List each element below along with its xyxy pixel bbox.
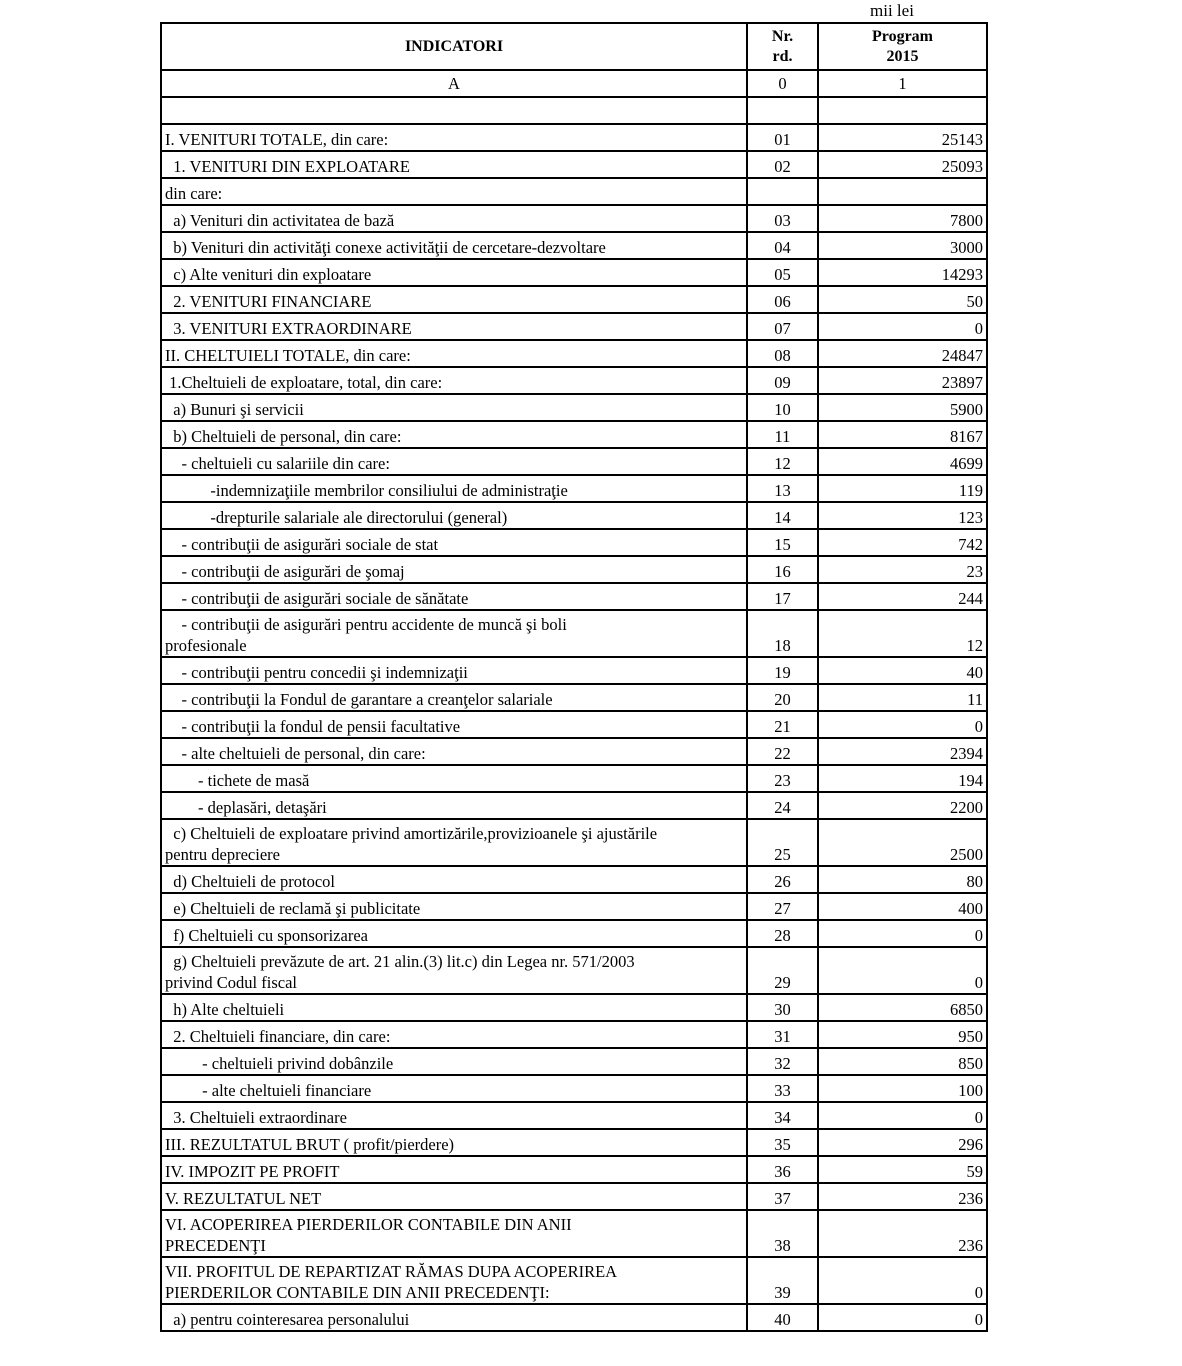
program-value-cell: 0 (818, 1102, 987, 1129)
table-row (161, 657, 987, 684)
row-number-cell: 25 (747, 819, 818, 866)
indicator-cell: - cheltuieli cu salariile din care: (161, 448, 747, 475)
table-row (161, 765, 987, 792)
row-number-cell: 06 (747, 286, 818, 313)
program-value-cell: 0 (818, 1257, 987, 1304)
header-program-line1: Program (871, 27, 933, 45)
program-value-cell: 40 (818, 657, 987, 684)
row-number-cell: 18 (747, 610, 818, 657)
table-row (161, 448, 987, 475)
program-value-cell: 24847 (818, 340, 987, 367)
table-row (161, 1304, 987, 1331)
row-number-cell: 33 (747, 1075, 818, 1102)
indicator-cell: - tichete de masă (161, 765, 747, 792)
blank-cell (818, 97, 987, 124)
row-number-cell: 27 (747, 893, 818, 920)
header-indicatori: INDICATORI (161, 23, 747, 70)
row-number-cell: 21 (747, 711, 818, 738)
program-value-cell: 59 (818, 1156, 987, 1183)
row-number-cell (747, 178, 818, 205)
program-value-cell: 123 (818, 502, 987, 529)
table-row (161, 421, 987, 448)
table-row (161, 684, 987, 711)
row-number-cell: 04 (747, 232, 818, 259)
row-number-cell: 23 (747, 765, 818, 792)
program-value-cell: 6850 (818, 994, 987, 1021)
indicator-cell: - deplasări, detaşări (161, 792, 747, 819)
table-header-row (161, 23, 987, 70)
indicator-cell: - alte cheltuieli financiare (161, 1075, 747, 1102)
indicator-cell: f) Cheltuieli cu sponsorizarea (161, 920, 747, 947)
program-value-cell: 0 (818, 947, 987, 994)
program-value-cell: 80 (818, 866, 987, 893)
indicator-cell: - alte cheltuieli de personal, din care: (161, 738, 747, 765)
program-value-cell: 742 (818, 529, 987, 556)
program-value-cell: 3000 (818, 232, 987, 259)
table-body (161, 124, 987, 1331)
table-row (161, 610, 987, 657)
header-program-line2: 2015 (886, 47, 919, 65)
indicator-cell: din care: (161, 178, 747, 205)
program-value-cell: 0 (818, 920, 987, 947)
table-row (161, 205, 987, 232)
indicator-cell: - contribuţii de asigurări de şomaj (161, 556, 747, 583)
indicator-cell: -drepturile salariale ale directorului (general) (161, 502, 747, 529)
table-row (161, 232, 987, 259)
table-row (161, 1210, 987, 1257)
row-number-cell: 38 (747, 1210, 818, 1257)
row-number-cell: 16 (747, 556, 818, 583)
indicator-cell: - contribuţii de asigurări sociale de sănătate (161, 583, 747, 610)
program-value-cell: 236 (818, 1210, 987, 1257)
indicator-cell: II. CHELTUIELI TOTALE, din care: (161, 340, 747, 367)
program-value-cell: 850 (818, 1048, 987, 1075)
row-number-cell: 34 (747, 1102, 818, 1129)
row-number-cell: 10 (747, 394, 818, 421)
subheader-a: A (161, 70, 747, 97)
table-row (161, 502, 987, 529)
program-value-cell: 11 (818, 684, 987, 711)
row-number-cell: 12 (747, 448, 818, 475)
table-row (161, 738, 987, 765)
table-row (161, 1048, 987, 1075)
row-number-cell: 39 (747, 1257, 818, 1304)
row-number-cell: 28 (747, 920, 818, 947)
table-subheader-row (161, 70, 987, 97)
header-program (818, 23, 987, 70)
table-row (161, 920, 987, 947)
program-value-cell: 0 (818, 313, 987, 340)
row-number-cell: 02 (747, 151, 818, 178)
table-row (161, 1102, 987, 1129)
indicator-cell: 1. VENITURI DIN EXPLOATARE (161, 151, 747, 178)
table-row (161, 1156, 987, 1183)
header-nr-line2: rd. (772, 47, 793, 65)
table-row (161, 893, 987, 920)
indicator-cell: - contribuţii la fondul de pensii facultative (161, 711, 747, 738)
table-row (161, 475, 987, 502)
row-number-cell: 29 (747, 947, 818, 994)
indicator-cell: - contribuţii pentru concedii şi indemnizaţii (161, 657, 747, 684)
table-row (161, 1257, 987, 1304)
table-row (161, 529, 987, 556)
unit-label: mii lei (870, 1, 914, 20)
program-value-cell: 2500 (818, 819, 987, 866)
budget-table (160, 22, 988, 1332)
indicator-cell: b) Cheltuieli de personal, din care: (161, 421, 747, 448)
row-number-cell: 24 (747, 792, 818, 819)
indicator-cell: - contribuţii de asigurări sociale de stat (161, 529, 747, 556)
program-value-cell: 0 (818, 711, 987, 738)
row-number-cell: 03 (747, 205, 818, 232)
program-value-cell: 400 (818, 893, 987, 920)
indicator-cell: VII. PROFITUL DE REPARTIZAT RĂMAS DUPA ACOPERIREA PIERDERILOR CONTABILE DIN ANII PRECEDENŢI: (161, 1257, 747, 1304)
row-number-cell: 35 (747, 1129, 818, 1156)
row-number-cell: 11 (747, 421, 818, 448)
indicator-cell: 2. VENITURI FINANCIARE (161, 286, 747, 313)
table-row (161, 340, 987, 367)
table-row (161, 1021, 987, 1048)
row-number-cell: 01 (747, 124, 818, 151)
subheader-1: 1 (818, 70, 987, 97)
indicator-cell: a) Venituri din activitatea de bază (161, 205, 747, 232)
blank-cell (161, 97, 747, 124)
indicator-cell: - contribuţii la Fondul de garantare a creanţelor salariale (161, 684, 747, 711)
table-blank-row (161, 97, 987, 124)
program-value-cell: 296 (818, 1129, 987, 1156)
indicator-cell: h) Alte cheltuieli (161, 994, 747, 1021)
row-number-cell: 30 (747, 994, 818, 1021)
row-number-cell: 31 (747, 1021, 818, 1048)
indicator-cell: c) Cheltuieli de exploatare privind amortizările,provizioanele şi ajustările pentru depreciere (161, 819, 747, 866)
indicator-cell: e) Cheltuieli de reclamă şi publicitate (161, 893, 747, 920)
program-value-cell: 0 (818, 1304, 987, 1331)
indicator-cell: - contribuţii de asigurări pentru accidente de muncă şi boli profesionale (161, 610, 747, 657)
indicator-cell: a) pentru cointeresarea personalului (161, 1304, 747, 1331)
table-row (161, 819, 987, 866)
table-row (161, 1075, 987, 1102)
row-number-cell: 26 (747, 866, 818, 893)
indicator-cell: g) Cheltuieli prevăzute de art. 21 alin.(3) lit.c) din Legea nr. 571/2003 privind Codul fiscal (161, 947, 747, 994)
table-row (161, 178, 987, 205)
table-row (161, 1129, 987, 1156)
program-value-cell (818, 178, 987, 205)
program-value-cell: 194 (818, 765, 987, 792)
indicator-cell: V. REZULTATUL NET (161, 1183, 747, 1210)
indicator-cell: 1.Cheltuieli de exploatare, total, din care: (161, 367, 747, 394)
program-value-cell: 4699 (818, 448, 987, 475)
indicator-cell: - cheltuieli privind dobânzile (161, 1048, 747, 1075)
row-number-cell: 20 (747, 684, 818, 711)
program-value-cell: 23 (818, 556, 987, 583)
table-row (161, 994, 987, 1021)
program-value-cell: 100 (818, 1075, 987, 1102)
indicator-cell: c) Alte venituri din exploatare (161, 259, 747, 286)
row-number-cell: 40 (747, 1304, 818, 1331)
table-row (161, 792, 987, 819)
row-number-cell: 14 (747, 502, 818, 529)
row-number-cell: 17 (747, 583, 818, 610)
program-value-cell: 2394 (818, 738, 987, 765)
indicator-cell: b) Venituri din activităţi conexe activităţii de cercetare-dezvoltare (161, 232, 747, 259)
table-row (161, 866, 987, 893)
row-number-cell: 36 (747, 1156, 818, 1183)
program-value-cell: 244 (818, 583, 987, 610)
indicator-cell: 2. Cheltuieli financiare, din care: (161, 1021, 747, 1048)
program-value-cell: 2200 (818, 792, 987, 819)
row-number-cell: 13 (747, 475, 818, 502)
indicator-cell: 3. Cheltuieli extraordinare (161, 1102, 747, 1129)
program-value-cell: 23897 (818, 367, 987, 394)
row-number-cell: 15 (747, 529, 818, 556)
row-number-cell: 08 (747, 340, 818, 367)
table-row (161, 711, 987, 738)
program-value-cell: 8167 (818, 421, 987, 448)
row-number-cell: 32 (747, 1048, 818, 1075)
program-value-cell: 236 (818, 1183, 987, 1210)
table-row (161, 367, 987, 394)
table-row (161, 947, 987, 994)
indicator-cell: a) Bunuri şi servicii (161, 394, 747, 421)
program-value-cell: 25093 (818, 151, 987, 178)
program-value-cell: 50 (818, 286, 987, 313)
table-row (161, 286, 987, 313)
subheader-0: 0 (747, 70, 818, 97)
table-row (161, 259, 987, 286)
program-value-cell: 25143 (818, 124, 987, 151)
blank-cell (747, 97, 818, 124)
program-value-cell: 5900 (818, 394, 987, 421)
indicator-cell: IV. IMPOZIT PE PROFIT (161, 1156, 747, 1183)
row-number-cell: 19 (747, 657, 818, 684)
program-value-cell: 119 (818, 475, 987, 502)
header-nr-line1: Nr. (771, 27, 794, 45)
row-number-cell: 07 (747, 313, 818, 340)
indicator-cell: I. VENITURI TOTALE, din care: (161, 124, 747, 151)
table-row (161, 556, 987, 583)
indicator-cell: -indemnizaţiile membrilor consiliului de administraţie (161, 475, 747, 502)
table-row (161, 583, 987, 610)
indicator-cell: III. REZULTATUL BRUT ( profit/pierdere) (161, 1129, 747, 1156)
table-row (161, 394, 987, 421)
indicator-cell: VI. ACOPERIREA PIERDERILOR CONTABILE DIN ANII PRECEDENŢI (161, 1210, 747, 1257)
row-number-cell: 22 (747, 738, 818, 765)
program-value-cell: 950 (818, 1021, 987, 1048)
program-value-cell: 12 (818, 610, 987, 657)
table-row (161, 124, 987, 151)
row-number-cell: 37 (747, 1183, 818, 1210)
program-value-cell: 7800 (818, 205, 987, 232)
indicator-cell: d) Cheltuieli de protocol (161, 866, 747, 893)
row-number-cell: 09 (747, 367, 818, 394)
indicator-cell: 3. VENITURI EXTRAORDINARE (161, 313, 747, 340)
table-row (161, 313, 987, 340)
table-row (161, 151, 987, 178)
table-row (161, 1183, 987, 1210)
program-value-cell: 14293 (818, 259, 987, 286)
header-nr-rd (747, 23, 818, 70)
row-number-cell: 05 (747, 259, 818, 286)
